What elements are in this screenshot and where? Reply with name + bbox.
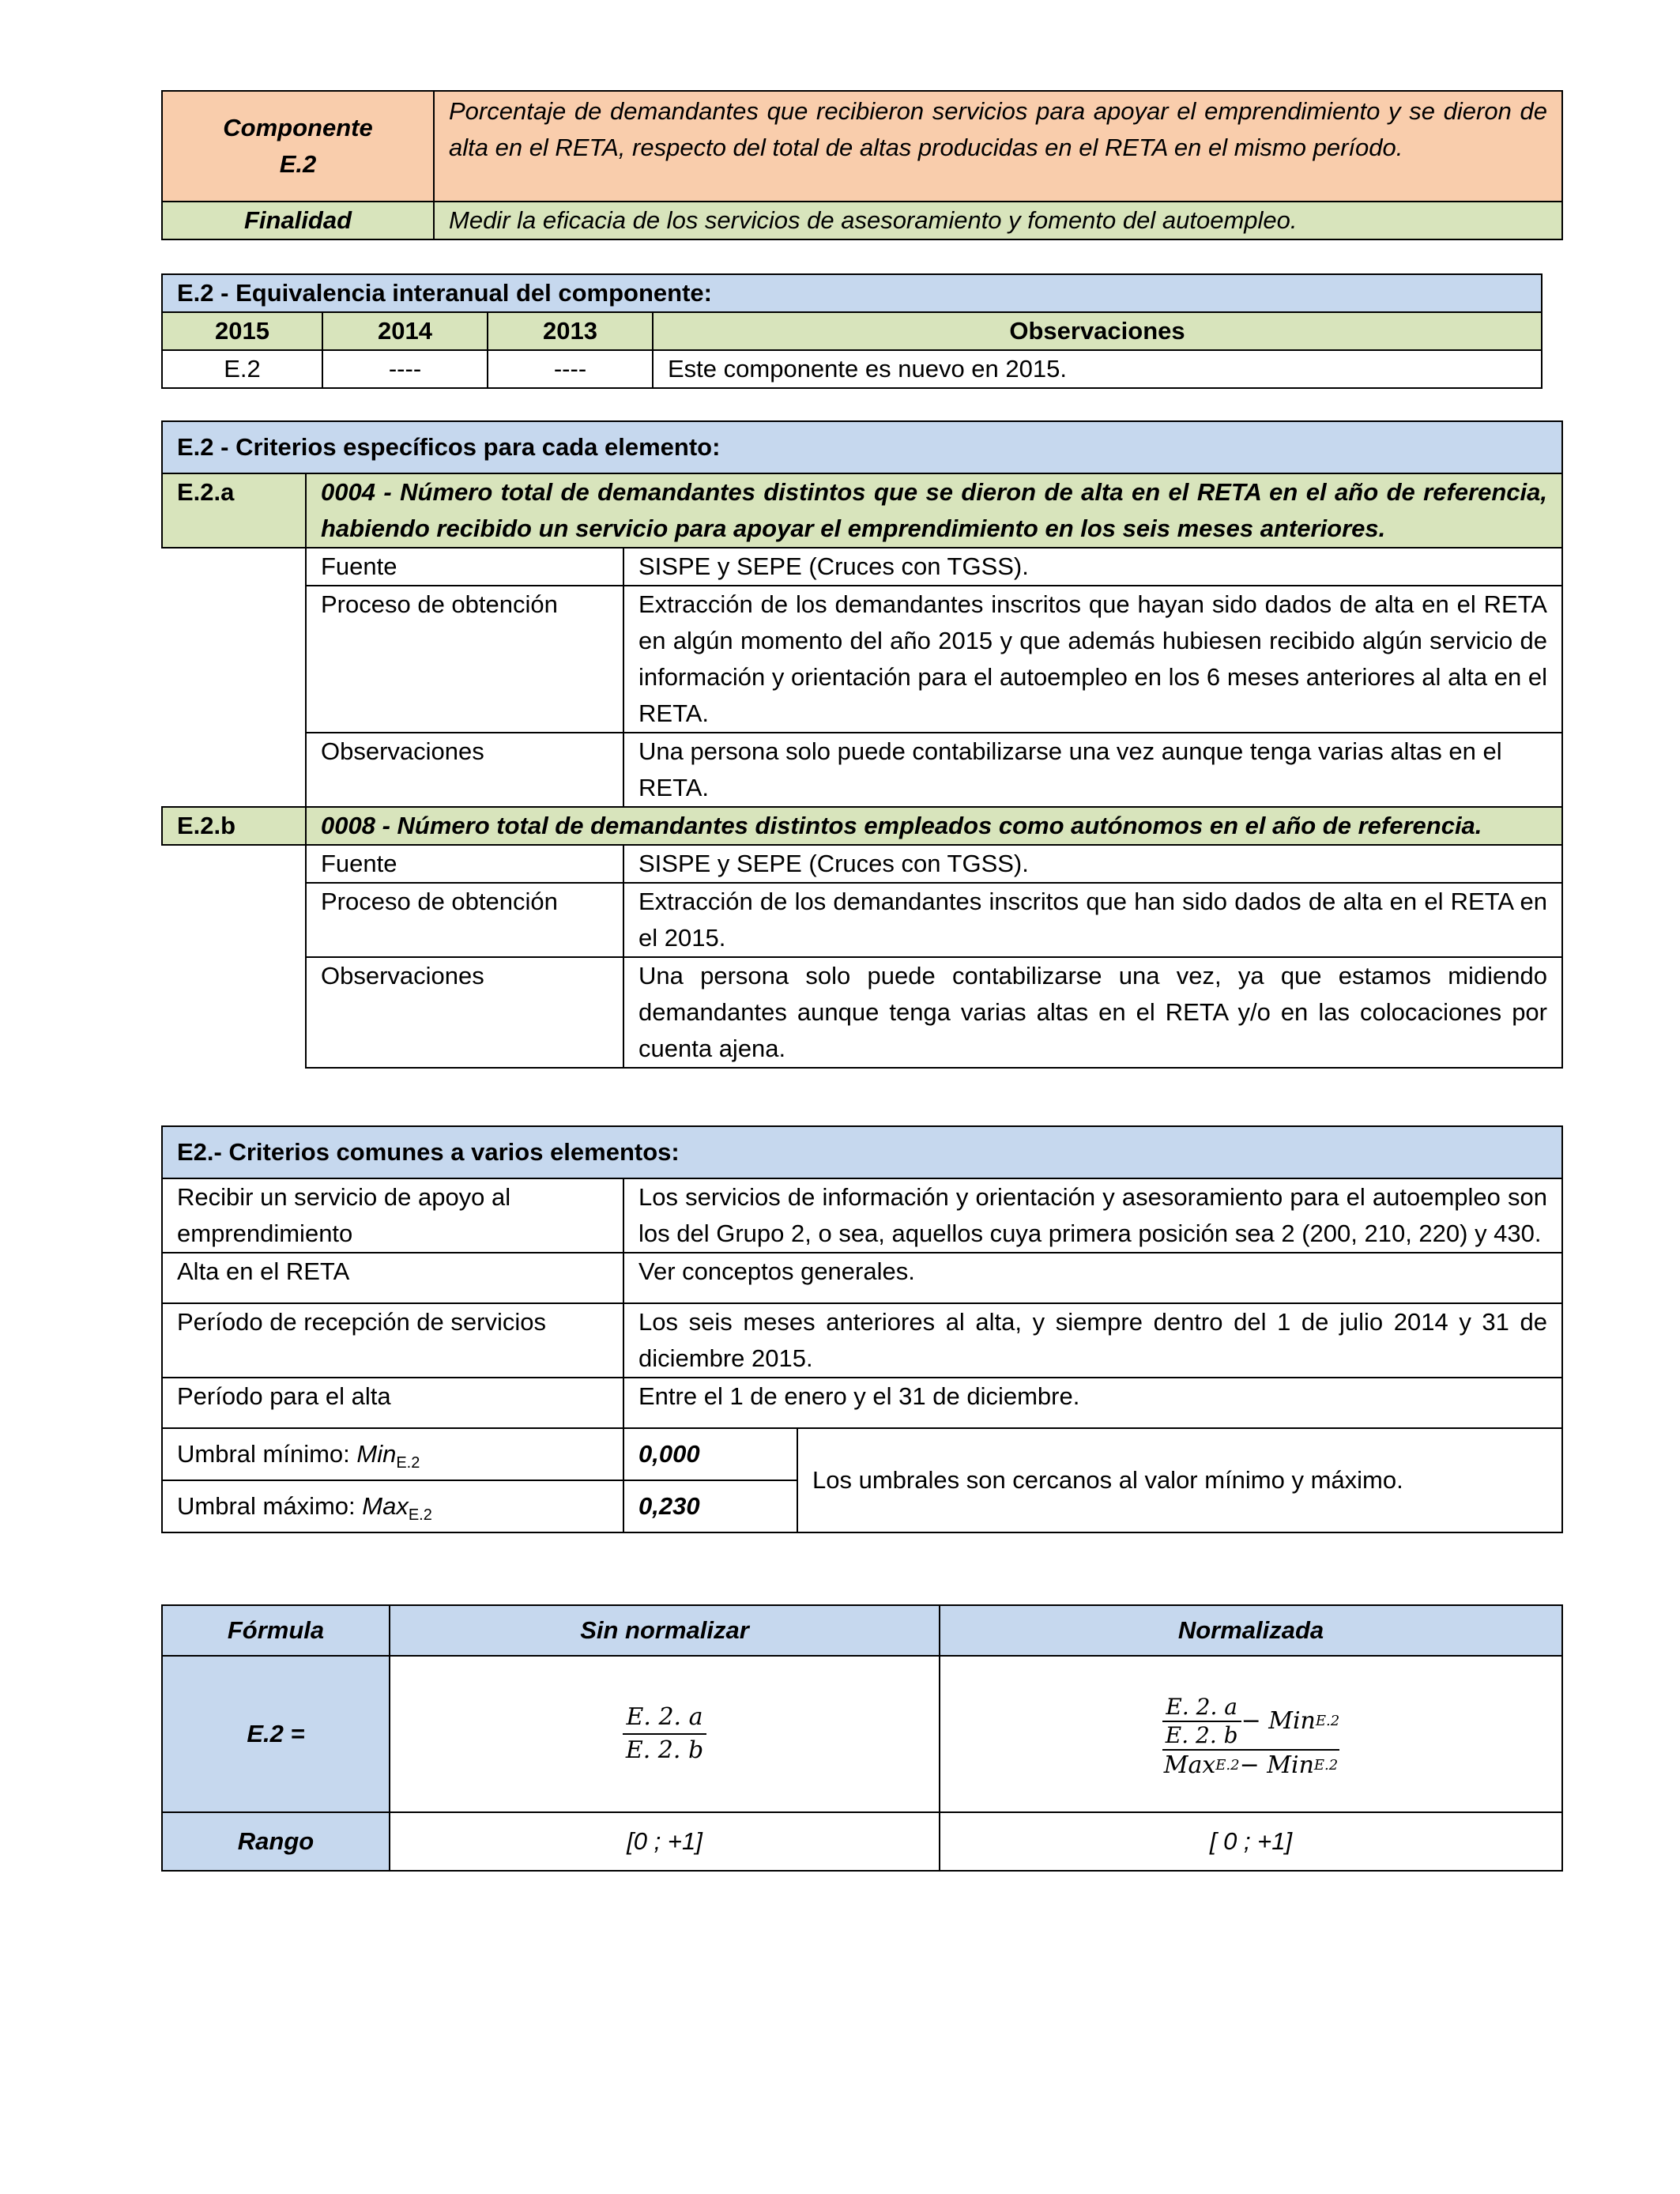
normalizada-fraction — [1162, 1694, 1339, 1781]
criterios-comunes-table — [161, 1125, 1563, 1533]
element-title: 0004 - Número total de demandantes distintos que se dieron de alta en el RETA en el año de referencia, habiendo recibido un servicio para apoyar el emprendimiento en los seis meses anteriores. — [306, 473, 1562, 548]
equivalencia-cell-2013: ---- — [488, 350, 653, 388]
normalizada-formula — [940, 1656, 1562, 1812]
normalizada-header: Normalizada — [940, 1605, 1562, 1656]
element-title: 0008 - Número total de demandantes distintos empleados como autónomos en el año de referencia. — [306, 807, 1562, 845]
max-var: Max — [1163, 1751, 1216, 1779]
umbral-min-var: Min — [356, 1440, 397, 1468]
comun-label: Período para el alta — [162, 1378, 623, 1428]
row-value: Extracción de los demandantes inscritos que hayan sido dados de alta en el RETA en algún momento del año 2015 y que además hubiesen recibido algún servicio de información y orientación para el autoempleo en los 6 meses anteriores al alta en el RETA. — [623, 586, 1562, 733]
umbral-max-var: Max — [362, 1492, 409, 1520]
rango-normalizada: [ 0 ; +1] — [940, 1812, 1562, 1871]
componente-description: Porcentaje de demandantes que recibieron servicios para apoyar el emprendimiento y se dieron de alta en el RETA, respecto del total de altas producidas en el RETA en el mismo período. — [434, 91, 1562, 202]
equivalencia-cell-observaciones: Este componente es nuevo en 2015. — [653, 350, 1542, 388]
comun-label: Recibir un servicio de apoyo al emprendimiento — [162, 1178, 623, 1253]
inner-fraction — [1162, 1694, 1241, 1749]
row-label: Proceso de obtención — [306, 883, 623, 957]
sin-normalizar-formula — [390, 1656, 940, 1812]
element-code: E.2.a — [162, 473, 306, 548]
minus-min: − Min — [1241, 1706, 1316, 1735]
equivalencia-header-observaciones: Observaciones — [653, 312, 1542, 350]
umbral-max-label-cell — [162, 1480, 623, 1532]
formula-row-label: E.2 = — [162, 1656, 390, 1812]
sin-normalizar-header: Sin normalizar — [390, 1605, 940, 1656]
comun-label: Alta en el RETA — [162, 1253, 623, 1303]
componente-label: Componente — [223, 114, 373, 141]
normalizada-denominator: Max E.2 − Min E.2 — [1163, 1751, 1339, 1779]
componente-table — [161, 90, 1563, 240]
formula-table — [161, 1604, 1563, 1872]
equivalencia-header-2015: 2015 — [162, 312, 322, 350]
formula-header: Fórmula — [162, 1605, 390, 1656]
comun-label: Período de recepción de servicios — [162, 1303, 623, 1378]
criterios-comunes-title: E2.- Criterios comunes a varios elementos: — [162, 1126, 1562, 1178]
sin-normalizar-fraction — [623, 1702, 706, 1766]
row-value: Extracción de los demandantes inscritos que han sido dados de alta en el RETA en el 2015. — [623, 883, 1562, 957]
criterios-especificos-title: E.2 - Criterios específicos para cada elemento: — [162, 421, 1562, 473]
sin-numerator: E. 2. a — [626, 1703, 703, 1731]
minus-min-2: − Min — [1239, 1751, 1314, 1779]
finalidad-text: Medir la eficacia de los servicios de asesoramiento y fomento del autoempleo. — [434, 202, 1562, 239]
equivalencia-table — [161, 273, 1543, 389]
umbral-max-label: Umbral máximo: — [177, 1492, 363, 1520]
equivalencia-cell-2015: E.2 — [162, 350, 322, 388]
row-value: SISPE y SEPE (Cruces con TGSS). — [623, 845, 1562, 883]
umbral-min-value: 0,000 — [623, 1428, 797, 1480]
rango-sin-normalizar: [0 ; +1] — [390, 1812, 940, 1871]
finalidad-label: Finalidad — [162, 202, 434, 239]
comun-value: Los seis meses anteriores al alta, y siempre dentro del 1 de julio 2014 y 31 de diciembre 2015. — [623, 1303, 1562, 1378]
umbral-min-label-cell — [162, 1428, 623, 1480]
umbral-note: Los umbrales son cercanos al valor mínimo y máximo. — [797, 1428, 1562, 1532]
inner-denominator: E. 2. b — [1165, 1721, 1238, 1748]
componente-label-cell — [162, 91, 434, 202]
normalizada-numerator: $\frac{E. 2. a}{E. 2. b}$ − Min E.2 — [1162, 1694, 1339, 1749]
criterios-especificos-table — [161, 420, 1563, 1069]
equivalencia-title: E.2 - Equivalencia interanual del componente: — [162, 274, 1542, 312]
row-value: Una persona solo puede contabilizarse una vez aunque tenga varias altas en el RETA. — [623, 733, 1562, 807]
sin-denominator: E. 2. b — [625, 1736, 704, 1764]
umbral-min-label: Umbral mínimo: — [177, 1440, 357, 1468]
row-label: Fuente — [306, 845, 623, 883]
comun-value: Los servicios de información y orientación y asesoramiento para el autoempleo son los del Grupo 2, o sea, aquellos cuya primera posición sea 2 (200, 210, 220) y 430. — [623, 1178, 1562, 1253]
rango-label: Rango — [162, 1812, 390, 1871]
row-value: SISPE y SEPE (Cruces con TGSS). — [623, 548, 1562, 586]
inner-numerator: E. 2. a — [1166, 1693, 1237, 1720]
umbral-max-value: 0,230 — [623, 1480, 797, 1532]
row-label: Observaciones — [306, 733, 623, 807]
equivalencia-header-2014: 2014 — [322, 312, 488, 350]
umbral-max-sub: E.2 — [408, 1506, 432, 1525]
umbral-min-sub: E.2 — [396, 1454, 420, 1472]
row-label: Proceso de obtención — [306, 586, 623, 733]
comun-value: Ver conceptos generales. — [623, 1253, 1562, 1303]
row-label: Observaciones — [306, 957, 623, 1068]
componente-code: E.2 — [279, 150, 317, 178]
element-code: E.2.b — [162, 807, 306, 845]
row-value: Una persona solo puede contabilizarse una vez, ya que estamos midiendo demandantes aunque tenga varias altas en el RETA y/o en las colocaciones por cuenta ajena. — [623, 957, 1562, 1068]
row-label: Fuente — [306, 548, 623, 586]
equivalencia-header-2013: 2013 — [488, 312, 653, 350]
equivalencia-cell-2014: ---- — [322, 350, 488, 388]
comun-value: Entre el 1 de enero y el 31 de diciembre. — [623, 1378, 1562, 1428]
